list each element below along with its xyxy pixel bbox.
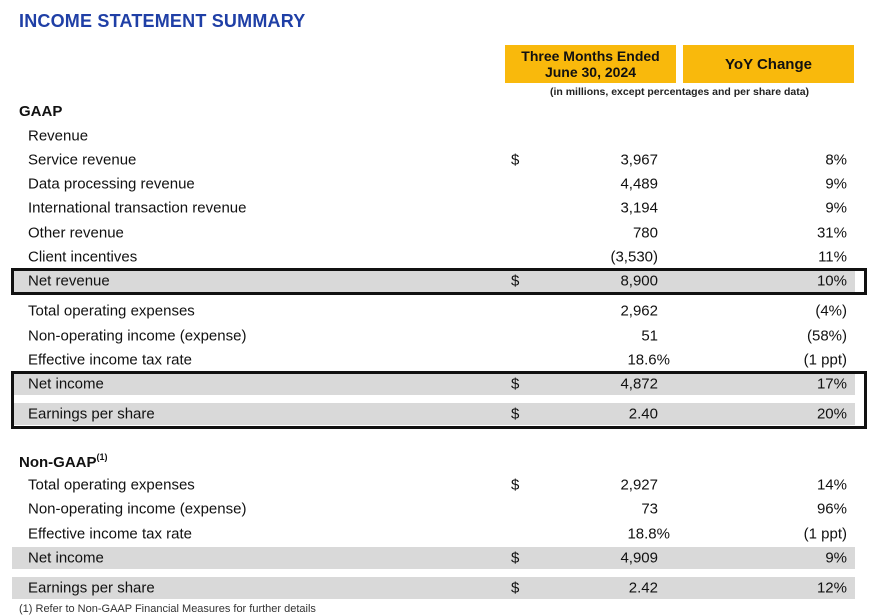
nongaap-section-label [19, 454, 108, 471]
table-row [12, 300, 855, 322]
row-value: 2.40 [628, 405, 658, 423]
row-change: 9% [825, 199, 847, 217]
row-value: 18.8% [627, 525, 670, 543]
three-months-header-line2: June 30, 2024 [544, 64, 637, 80]
row-label: Other revenue [28, 224, 124, 242]
row-label: Client incentives [28, 248, 138, 266]
row-change: 11% [818, 248, 847, 266]
currency-symbol: $ [511, 476, 520, 494]
currency-symbol: $ [511, 151, 520, 169]
row-change: 20% [816, 405, 847, 423]
row-value: (3,530) [610, 248, 658, 266]
row-value: 3,967 [620, 151, 658, 169]
row-value: 2,962 [620, 302, 658, 320]
row-value: 18.6% [627, 351, 670, 369]
row-change: 8% [825, 151, 847, 169]
row-value: 8,900 [620, 272, 658, 290]
row-label: Non-operating income (expense) [28, 500, 247, 518]
row-value: 2.42 [628, 579, 658, 597]
row-value: 3,194 [620, 199, 658, 217]
three-months-header [505, 45, 676, 83]
table-row [12, 523, 855, 545]
row-label: Total operating expenses [28, 302, 195, 320]
table-row [12, 222, 855, 244]
row-label: Earnings per share [28, 579, 155, 597]
three-months-header-line1: Three Months Ended [521, 48, 660, 64]
table-row [12, 325, 855, 347]
row-label: International transaction revenue [28, 199, 247, 217]
eps-row [12, 403, 855, 425]
row-value: 2,927 [620, 476, 658, 494]
row-label: Total operating expenses [28, 476, 195, 494]
revenue-heading: Revenue [28, 127, 89, 145]
table-row [12, 474, 855, 496]
statement-title: INCOME STATEMENT SUMMARY [19, 11, 306, 31]
table-row [12, 498, 855, 520]
row-change: 9% [825, 549, 847, 567]
units-note: (in millions, except percentages and per share data) [549, 86, 810, 98]
row-change: (58%) [806, 327, 847, 345]
currency-symbol: $ [511, 579, 520, 597]
row-change: (4%) [815, 302, 847, 320]
row-label: Net income [28, 549, 104, 567]
row-label: Effective income tax rate [28, 525, 192, 543]
currency-symbol: $ [511, 272, 520, 290]
nongaap-eps-row [12, 577, 855, 599]
row-change: (1 ppt) [803, 525, 847, 543]
row-label: Earnings per share [28, 405, 155, 423]
footnote: (1) Refer to Non-GAAP Financial Measures for further details [19, 603, 316, 615]
row-label: Non-operating income (expense) [28, 327, 247, 345]
row-value: 4,872 [620, 375, 658, 393]
row-value: 780 [632, 224, 658, 242]
nongaap-label: Non-GAAP [19, 454, 97, 471]
row-label: Net revenue [28, 272, 110, 290]
row-label: Effective income tax rate [28, 351, 192, 369]
footnote-marker: (1) [96, 452, 108, 462]
revenue-heading-row [12, 125, 855, 147]
row-change: (1 ppt) [803, 351, 847, 369]
row-change: 10% [816, 272, 847, 290]
net-income-row [12, 373, 855, 395]
table-row [12, 197, 855, 219]
row-value: 4,909 [620, 549, 658, 567]
row-change: 12% [816, 579, 847, 597]
row-value: 51 [641, 327, 658, 345]
currency-symbol: $ [511, 375, 520, 393]
currency-symbol: $ [511, 549, 520, 567]
row-label: Service revenue [28, 151, 137, 169]
table-row [12, 349, 855, 371]
currency-symbol: $ [511, 405, 520, 423]
row-value: 73 [641, 500, 658, 518]
row-change: 96% [816, 500, 847, 518]
nongaap-net-income-row [12, 547, 855, 569]
row-change: 9% [825, 175, 847, 193]
table-row [12, 173, 855, 195]
net-revenue-row [12, 270, 855, 292]
table-row [12, 149, 855, 171]
table-row [12, 246, 855, 268]
gaap-section-label: GAAP [19, 103, 63, 120]
row-label: Data processing revenue [28, 175, 195, 193]
row-value: 4,489 [620, 175, 658, 193]
row-change: 31% [816, 224, 847, 242]
row-label: Net income [28, 375, 104, 393]
row-change: 14% [816, 476, 847, 494]
yoy-change-header: YoY Change [683, 45, 854, 83]
row-change: 17% [816, 375, 847, 393]
